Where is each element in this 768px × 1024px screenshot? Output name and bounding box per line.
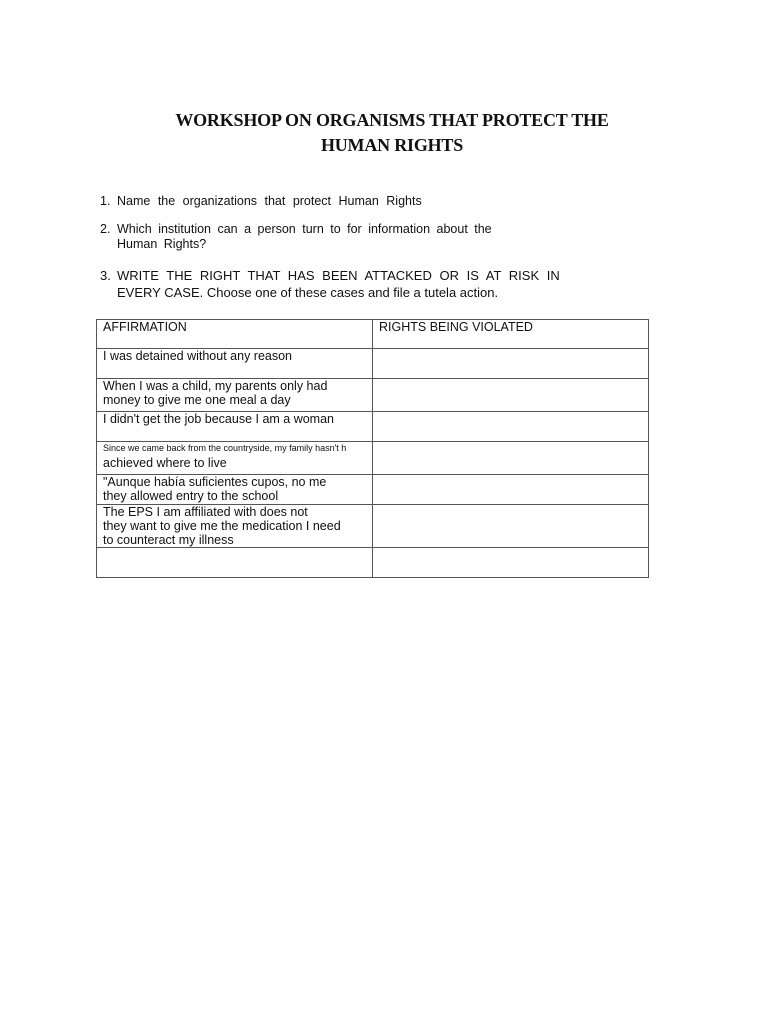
affirmation-cell — [97, 379, 373, 412]
affirmation-text: The EPS I am affiliated with does not — [103, 505, 308, 519]
question-text: Name the organizations that protect Human Rights — [117, 194, 422, 208]
table-row — [97, 442, 649, 475]
affirmation-text: I was detained without any reason — [103, 349, 293, 363]
affirmation-text: money to give me one meal a day — [103, 393, 291, 407]
affirmation-cell — [97, 412, 373, 442]
question-number: 1. — [100, 194, 111, 208]
table-row — [97, 379, 649, 412]
affirmation-cell — [97, 349, 373, 379]
document-title-line-2: HUMAN RIGHTS — [320, 135, 464, 155]
question-text: Which institution can a person turn to for information about the — [117, 222, 492, 236]
affirmation-text: they want to give me the medication I need — [103, 519, 341, 533]
rights-violated-cell[interactable] — [373, 349, 649, 379]
affirmation-text: they allowed entry to the school — [103, 489, 279, 503]
rights-violated-cell[interactable] — [373, 475, 649, 505]
affirmation-cell[interactable] — [97, 548, 373, 578]
question-2 — [100, 222, 500, 252]
question-text-continuation: EVERY CASE. Choose one of these cases and file a tutela action. — [117, 285, 499, 300]
affirmation-text: to counteract my illness — [103, 533, 234, 547]
table-row — [97, 349, 649, 379]
table-row — [97, 475, 649, 505]
question-1 — [100, 194, 422, 209]
question-number: 3. — [100, 268, 111, 283]
table-row — [97, 505, 649, 548]
affirmation-text: "Aunque había suficientes cupos, no me — [103, 475, 327, 489]
question-text-continuation: Human Rights? — [117, 237, 207, 251]
affirmation-cell — [97, 505, 373, 548]
column-header-affirmation: AFFIRMATION — [97, 320, 373, 349]
table-row — [97, 412, 649, 442]
question-text: WRITE THE RIGHT THAT HAS BEEN ATTACKED OR IS AT RISK IN — [117, 268, 560, 283]
question-number: 2. — [100, 222, 111, 236]
rights-table — [96, 319, 649, 578]
rights-violated-cell[interactable] — [373, 505, 649, 548]
question-3 — [100, 267, 570, 301]
rights-violated-cell[interactable] — [373, 379, 649, 412]
rights-violated-cell[interactable] — [373, 412, 649, 442]
affirmation-cell — [97, 475, 373, 505]
column-header-rights-violated: RIGHTS BEING VIOLATED — [373, 320, 649, 349]
affirmation-small-text: Since we came back from the countryside, my family hasn't h — [103, 443, 347, 453]
affirmation-text: I didn't get the job because I am a woman — [103, 412, 334, 426]
table-header-row — [97, 320, 649, 349]
affirmation-cell — [97, 442, 373, 475]
table-row — [97, 548, 649, 578]
affirmation-text: When I was a child, my parents only had — [103, 379, 328, 393]
rights-violated-cell[interactable] — [373, 442, 649, 475]
document-title-line-1: WORKSHOP ON ORGANISMS THAT PROTECT THE — [175, 110, 609, 130]
rights-violated-cell[interactable] — [373, 548, 649, 578]
affirmation-text: achieved where to live — [103, 456, 227, 470]
